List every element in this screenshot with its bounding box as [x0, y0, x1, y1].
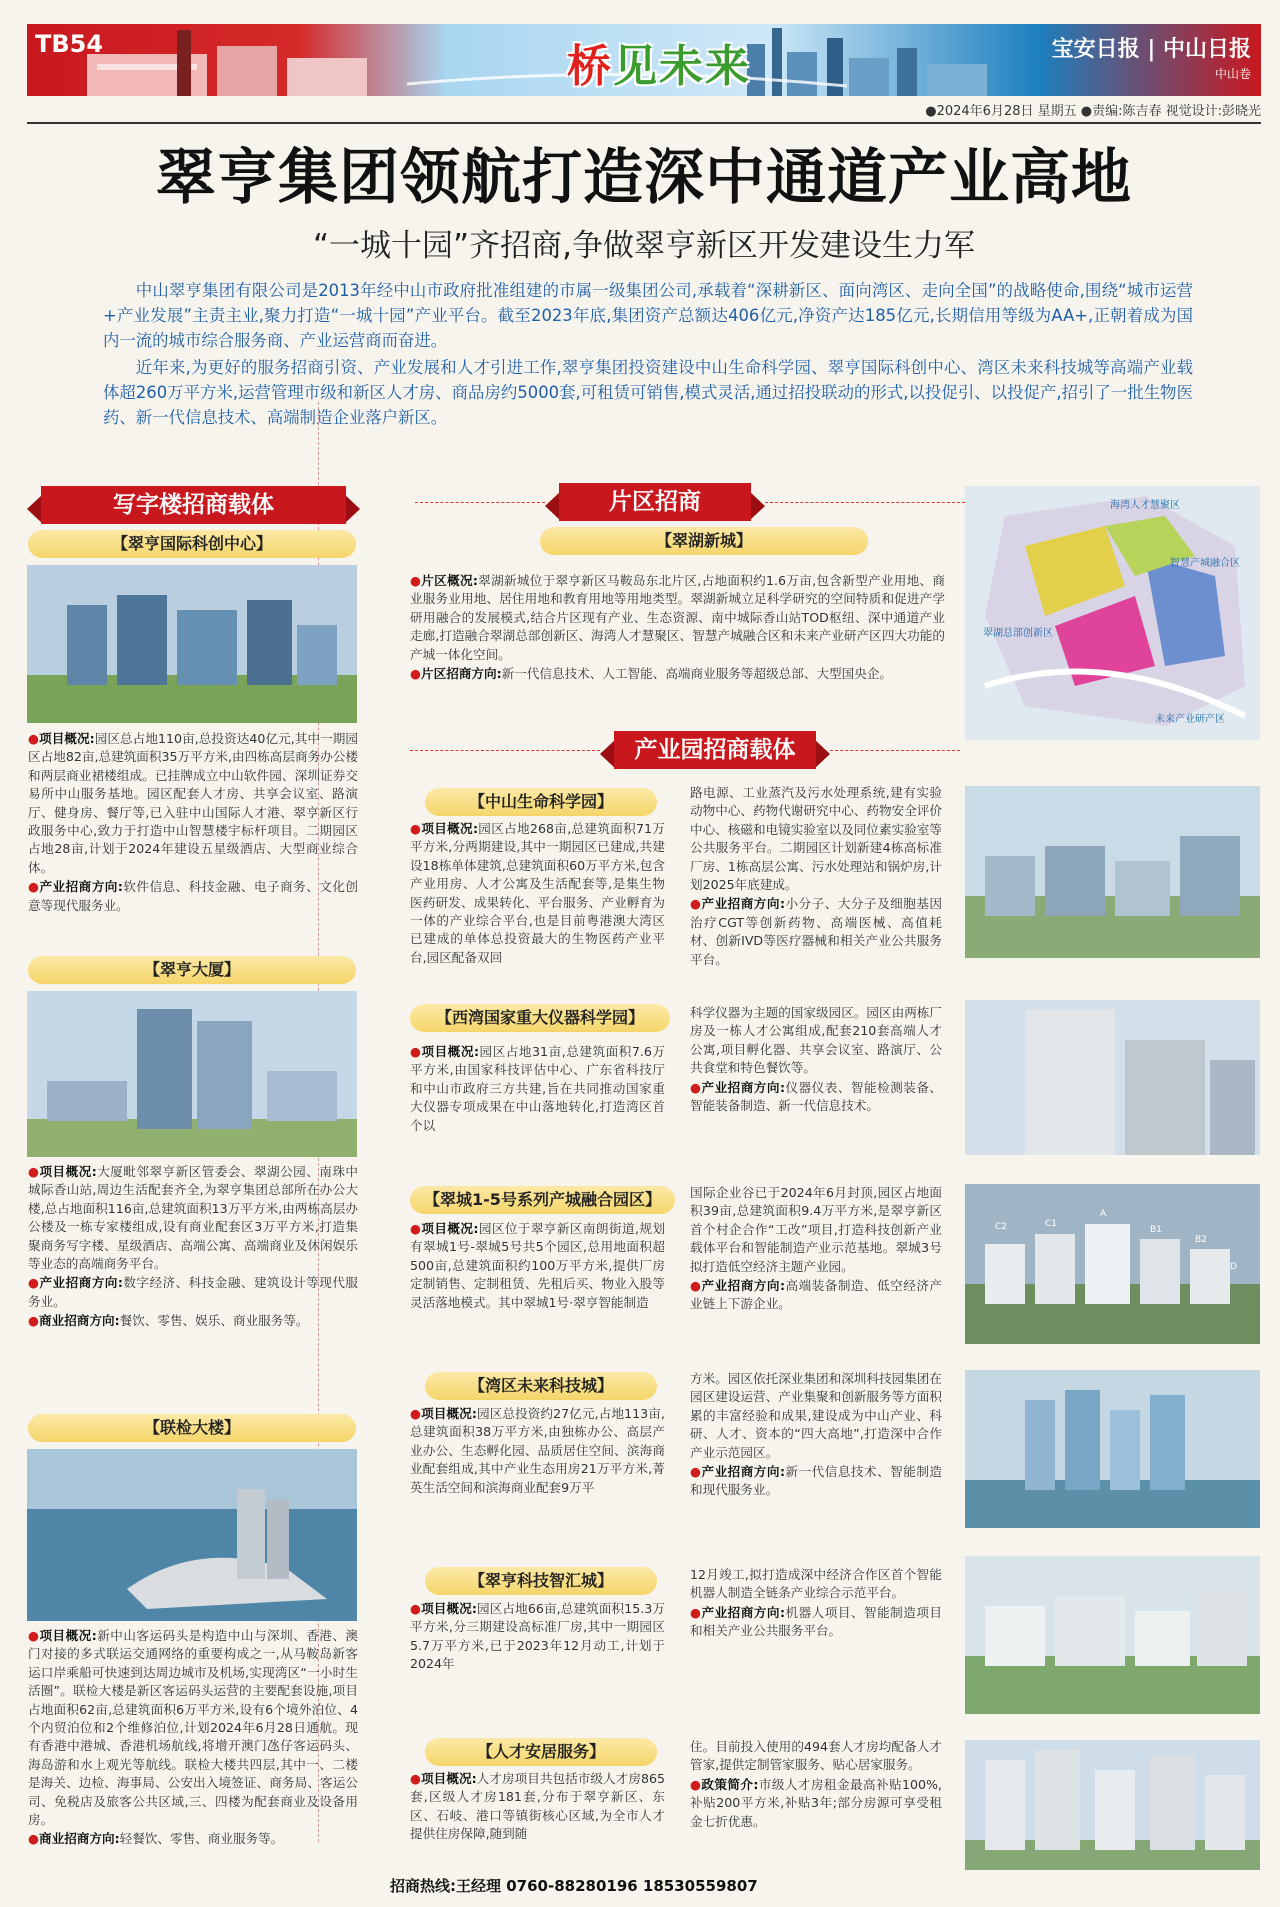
photo-lianjian-building — [27, 1449, 357, 1621]
photo-cuicheng-park — [965, 1184, 1260, 1344]
paper-zhongshan: 中山日报 — [1162, 36, 1251, 62]
map-label-b: 智慧产城融合区 — [1170, 558, 1240, 569]
park-dash-left — [410, 750, 600, 751]
body-cuicheng-park: ●项目概况:园区位于翠亨新区南朗街道,规划有翠城1号-翠城5号共5个园区,总用地面积超500亩,总建筑面积约100万平方米,提供厂房定制销售、定制租赁、先租后买、物业入股等灵活落地模式。其中翠城1号·翠亨智能制造 — [410, 1221, 665, 1310]
body-instrument-park-cont: 科学仪器为主题的国家级园区。园区由两栋厂房及一栋人才公寓组成,配套210套高端人才公寓,项目孵化器、共享会议室、路演厅、公共食堂和特色餐饮等。 ●产业招商方向:仪器仪表、智能检测装备、智能装备制造、新一代信息技术。 — [690, 1005, 942, 1114]
section-title-park: 产业园招商载体 — [614, 731, 816, 769]
tag-keji-center: 【翠亨国际科创中心】 — [28, 530, 356, 558]
body-cuiheng-building: ●项目概况:大厦毗邻翠亨新区管委会、翠湖公园、南珠中城际香山站,周边生活配套齐全,为翠亨集团总部所在办公大楼,总占地面积116亩,总建筑面积13万平方米,由两栋高层办公楼及一栋专家楼组成,设有商业配套区3万平方米,打造集聚商务写字楼、星级酒店、高端公寓、高端商业及休闲娱乐等业态的高端商务平台。 ●产业招商方向:数字经济、科技金融、建筑设计等现代服务业。 ●商业招商方向:餐饮、零售、娱乐、商业服务等。 — [28, 1164, 359, 1329]
park-dash-right — [830, 750, 960, 751]
tag-instrument-park: 【西湾国家重大仪器科学园】 — [410, 1004, 670, 1032]
pin-b1: B1 — [1150, 1225, 1162, 1235]
hotline: 招商热线:王经理 0760-88280196 18530559807 — [390, 1877, 758, 1895]
edition-label: 中山卷 — [1214, 67, 1251, 81]
intro-paragraph-1: 中山翠亨集团有限公司是2013年经中山市政府批准组建的市属一级集团公司,承载着“深耕新区、面向湾区、走向全国”的战略使命,围绕“城市运营+产业发展”主责主业,聚力打造“一城十园”产业平台。截至2023年底,集团资产总额达406亿元,净资产达185亿元,长期信用等级为AA+,正朝着成为国内一流的城市综合服务商、产业运营商而奋进。 — [103, 281, 1193, 350]
photo-life-science-park — [965, 786, 1260, 958]
tag-smart-city: 【翠亨科技智汇城】 — [425, 1567, 657, 1595]
pin-d: D — [1230, 1262, 1237, 1272]
pin-b2: B2 — [1195, 1235, 1207, 1245]
photo-instrument-park — [965, 1000, 1260, 1155]
tag-cuicheng-park: 【翠城1-5号系列产城融合园区】 — [410, 1186, 675, 1214]
brand-logo — [567, 30, 751, 94]
photo-smart-city — [965, 1556, 1260, 1714]
brand-red: 桥 — [567, 41, 613, 92]
body-life-science-park-cont: 路电源、工业蒸汽及污水处理系统,建有实验动物中心、药物代谢研究中心、药物安全评价中心、核磁和电镜实验室以及同位素实验室等公共服务平台。二期园区计划新建4栋高标准厂房、1栋高层公寓、污水处理站和锅炉房,计划2025年底建成。 ●产业招商方向:小分子、大分子及细胞基因治疗CGT等创新药物、高端医械、高值耗材、创新IVD等医疗器械和相关产业公共服务平台。 — [690, 785, 942, 967]
map-cuihu-newtown — [965, 486, 1260, 740]
tag-future-tech-city: 【湾区未来科技城】 — [425, 1372, 657, 1400]
body-cuicheng-park-cont: 国际企业谷已于2024年6月封顶,园区占地面积39亩,总建筑面积9.4万平方米,是翠亨新区首个村企合作“工改”项目,打造科技创新产业载体平台和智能制造产业示范基地。翠城3号拟打造低空经济主题产业园。 ●产业招商方向:高端装备制造、低空经济产业链上下游企业。 — [690, 1185, 942, 1312]
map-label-c: 翠湖总部创新区 — [983, 628, 1053, 639]
body-life-science-park: ●项目概况:园区占地268亩,总建筑面积71万平方米,分两期建设,其中一期园区已建成,共建设18栋单体建筑,总建筑面积60万平方米,包含产业用房、人才公寓及生活配套等,是集生物医药研发、成果转化、平台服务、产业孵育为一体的产业综合平台,也是目前粤港澳大湾区已建成的单体总投资最大的生物医药产业平台,园区配备双回 — [410, 821, 665, 965]
page-subtitle: “一城十园”齐招商,争做翠亨新区开发建设生力军 — [313, 228, 975, 264]
body-talent-housing-cont: 住。目前投入使用的494套人才房均配备人才管家,提供定制管家服务、贴心居家服务。 ●政策简介:市级人才房租金最高补贴100%,补贴200平方米,补贴3年;部分房源可享受租金七折优惠。 — [690, 1739, 942, 1829]
body-talent-housing: ●项目概况:人才房项目共包括市级人才房865套,区级人才房181套,分布于翠亨新区、东区、石岐、港口等镇街核心区域,为全市人才提供住房保障,随到随 — [410, 1771, 665, 1842]
tag-cuiheng-building: 【翠亨大厦】 — [28, 956, 356, 984]
body-smart-city: ●项目概况:园区占地66亩,总建筑面积15.3万平方米,分三期建设高标准厂房,其中一期园区5.7万平方米,已于2023年12月动工,计划于2024年 — [410, 1601, 665, 1672]
section-title-office: 写字楼招商载体 — [41, 486, 346, 524]
tag-cuihu-newtown: 【翠湖新城】 — [540, 527, 868, 555]
body-smart-city-cont: 12月竣工,拟打造成深中经济合作区首个智能机器人制造全链条产业综合示范平台。 ●产业招商方向:机器人项目、智能制造项目和相关产业公共服务平台。 — [690, 1567, 942, 1639]
intro-paragraph-2: 近年来,为更好的服务招商引资、产业发展和人才引进工作,翠亨集团投资建设中山生命科学园、翠亨国际科创中心、湾区未来科技城等高端产业载体超260万平方米,运营管理市级和新区人才房、商品房约5000套,可租赁可销售,模式灵活,通过招投联动的形式,以投促引、以投促产,招引了一批生物医药、新一代信息技术、高端制造企业落户新区。 — [103, 358, 1193, 427]
photo-talent-housing — [965, 1740, 1260, 1870]
body-instrument-park: ●项目概况:园区占地31亩,总建筑面积7.6万平方米,由国家科技评估中心、广东省科技厅和中山市政府三方共建,旨在共同推动国家重大仪器专项成果在中山落地转化,打造湾区首个以 — [410, 1044, 665, 1133]
page-code: TB54 — [35, 30, 104, 58]
section-ribbon-zone — [545, 483, 765, 521]
section-ribbon-park — [600, 731, 830, 769]
page-title: 翠亨集团领航打造深中通道产业高地 — [156, 143, 1132, 213]
zone-dash-left — [415, 502, 545, 503]
map-label-d: 未来产业研产区 — [1155, 714, 1225, 725]
pin-c1: C1 — [1045, 1219, 1058, 1229]
tag-life-science-park: 【中山生命科学园】 — [425, 788, 657, 816]
body-future-tech-city: ●项目概况:园区总投资约27亿元,占地113亩,总建筑面积38万平方米,由独栋办公、高层产业办公、生态孵化园、品质居住空间、滨海商业配套组成,其中产业生态用房21万平方米,菁英生活空间和滨海商业配套9万平 — [410, 1406, 665, 1495]
tag-lianjian-building: 【联检大楼】 — [28, 1414, 356, 1442]
pin-c2: C2 — [995, 1222, 1008, 1232]
intro-text — [103, 278, 1193, 432]
brand-green: 见未来 — [613, 41, 751, 92]
body-keji-center: ●项目概况:园区总占地110亩,总投资达40亿元,其中一期园区占地82亩,总建筑面积35万平方米,由四栋高层商务办公楼和两层商业裙楼组成。已挂牌成立中山软件园、深圳证券交易所中山服务基地。园区配套人才房、共享会议室、路演厅、健身房、餐厅等,已入驻中山国际人才港、翠亨新区行政服务中心,致力于打造中山智慧楼宇标杆项目。二期园区占地28亩,计划于2024年建设五星级酒店、大型商业综合体。 ●产业招商方向:软件信息、科技金融、电子商务、文化创意等现代服务业。 — [28, 731, 359, 913]
photo-future-tech-city — [965, 1370, 1260, 1528]
body-cuihu-newtown: ●片区概况:翠湖新城位于翠亨新区马鞍岛东北片区,占地面积约1.6万亩,包含新型产业用地、商业服务业用地、居住用地和教育用地等用地类型。翠湖新城立足科学研究的空间特质和促进产学研用融合的发展模式,结合片区现有产业、生态资源、南中城际香山站TOD枢纽、深中通道产业走廊,打造融合翠湖总部创新区、海湾人才慧聚区、智慧产城融合区和未来产业研产区四大功能的产城一体化空间。 ●片区招商方向:新一代信息技术、人工智能、高端商业服务等超级总部、大型国央企。 — [410, 573, 945, 682]
body-lianjian-building: ●项目概况:新中山客运码头是构造中山与深圳、香港、澳门对接的多式联运交通网络的重要构成之一,从马鞍岛新客运口岸乘船可快速到达周边城市及机场,实现湾区“一小时生活圈”。联检大楼是新区客运码头运营的主要配套设施,项目占地面积62亩,总建筑面积6万平方米,设有6个境外泊位、4个内贸泊位和2个维修泊位,计划2024年6月28日通航。现有香港中港城、香港机场航线,将增开澳门氹仔客运码头、海岛游和水上观光等航线。联检大楼共四层,其中一、二楼是海关、边检、海事局、公安出入境签证、商务局、客运公司、免税店及旅客公共区域,三、四楼为配套商业及设备用房。 ●商业招商方向:轻餐饮、零售、商业服务等。 — [28, 1628, 359, 1847]
dateline: ●2024年6月28日 星期五 ●责编:陈吉春 视觉设计:彭晓光 — [27, 100, 1261, 124]
pin-a: A — [1100, 1209, 1107, 1219]
section-title-zone: 片区招商 — [559, 483, 751, 521]
section-ribbon-office — [27, 486, 360, 524]
photo-keji-center — [27, 565, 357, 723]
body-future-tech-city-cont: 方米。园区依托深业集团和深圳科技园集团在园区建设运营、产业集聚和创新服务等方面积累的丰富经验和成果,建设成为中山产业、科研、人才、资本的“四大高地”,打造深中合作产业示范园区。 ●产业招商方向:新一代信息技术、智能制造和现代服务业。 — [690, 1371, 942, 1498]
masthead-banner — [27, 24, 1261, 96]
zone-dash-right — [765, 502, 965, 503]
tag-talent-housing: 【人才安居服务】 — [425, 1738, 657, 1766]
newspaper-names: 宝安日报 | 中山日报 中山卷 — [1051, 36, 1251, 81]
photo-cuiheng-building — [27, 991, 357, 1157]
paper-bao-an: 宝安日报 — [1051, 36, 1140, 62]
map-label-a: 海湾人才慧聚区 — [1110, 500, 1180, 511]
